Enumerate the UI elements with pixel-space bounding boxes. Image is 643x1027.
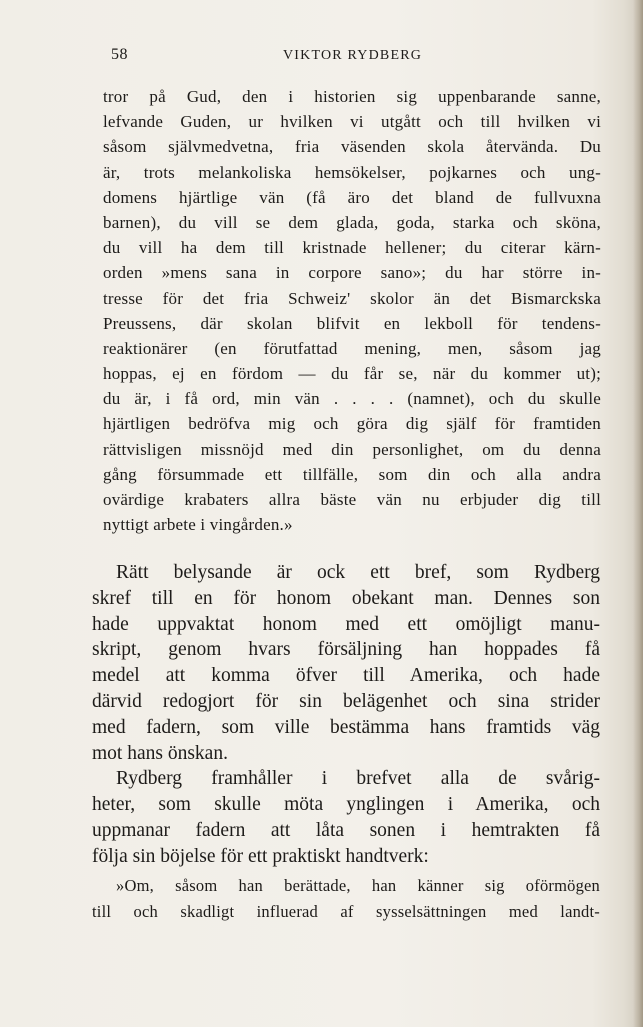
page-edge-shadow [633, 0, 643, 1027]
paragraph-1 [92, 560, 600, 766]
body-line: skref till en för honom obekant man. Dennes son [92, 587, 600, 609]
body-line: heter, som skulle möta ynglingen i Amerika, och [92, 794, 600, 816]
quote-line: gång försummade ett tillfälle, som din och alla andra [103, 464, 601, 484]
body-text [92, 560, 600, 870]
tail-line: »Om, såsom han berättade, han känner sig oförmögen [116, 876, 600, 895]
quote-line: rättvisligen missnöjd med din personlighet, om du denna [103, 439, 601, 459]
quote-line: tror på Gud, den i historien sig uppenbarande sanne, [103, 87, 601, 106]
body-line: Rydberg framhåller i brefvet alla de svårig- [116, 768, 600, 790]
quote-line: du vill ha dem till kristnade hellener; du citerar kärn- [103, 238, 601, 258]
body-line: följa sin böjelse för ett praktiskt handtverk: [92, 845, 429, 867]
quote-line: tresse för det fria Schweiz' skolor än det Bismarckska [103, 288, 601, 308]
quoted-letter-block [103, 84, 601, 537]
running-head: VIKTOR RYDBERG [283, 48, 423, 63]
quote-line: lefvande Guden, ur hvilken vi utgått och till hvilken vi [103, 112, 601, 132]
page-header [0, 46, 643, 68]
body-line: Rätt belysande är ock ett bref, som Rydberg [116, 562, 600, 583]
quote-line: hoppas, ej en fördom — du får se, när du kommer ut); [103, 364, 601, 384]
body-line: därvid redogjort för sin belägenhet och sina strider [92, 690, 600, 712]
quote-line: nyttigt arbete i vingården.» [103, 515, 293, 535]
quote-line: Preussens, där skolan blifvit en lekboll för tendens- [103, 313, 601, 333]
paragraph-2 [92, 766, 600, 869]
quote-line: domens hjärtlige vän (få äro det bland de fullvuxna [103, 187, 601, 207]
quote-line: ovärdige krabaters allra bäste vän nu erbjuder dig till [103, 490, 601, 509]
body-line: hade uppvaktat honom med ett omöjligt manu- [92, 613, 600, 635]
page-number: 58 [111, 46, 128, 63]
body-line: uppmanar fadern att låta sonen i hemtrakten få [92, 819, 600, 841]
quote-line: är, trots melankoliska hemsökelser, pojkarnes och ung- [103, 162, 601, 182]
body-line: skript, genom hvars försäljning han hoppades få [92, 639, 600, 661]
quote-line: barnen), du vill se dem glada, goda, starka och sköna, [103, 212, 601, 232]
quote-line: du är, i få ord, min vän . . . . (namnet), och du skulle [103, 389, 601, 409]
quote-line: orden »mens sana in corpore sano»; du har större in- [103, 263, 601, 283]
body-line: mot hans önskan. [92, 742, 228, 764]
quote-line: såsom självmedvetna, fria väsenden skola återvända. Du [103, 137, 601, 157]
quote-line: hjärtligen bedröfva mig och göra dig själf för framtiden [103, 414, 601, 434]
quoted-letter-continuation [92, 873, 600, 924]
body-line: med fadern, som ville bestämma hans framtids väg [92, 716, 600, 738]
body-line: medel att komma öfver till Amerika, och hade [92, 665, 600, 687]
quote-line: reaktionärer (en förutfattad mening, men, såsom jag [103, 338, 601, 358]
tail-line: till och skadligt influerad af sysselsättningen med landt- [92, 901, 600, 921]
